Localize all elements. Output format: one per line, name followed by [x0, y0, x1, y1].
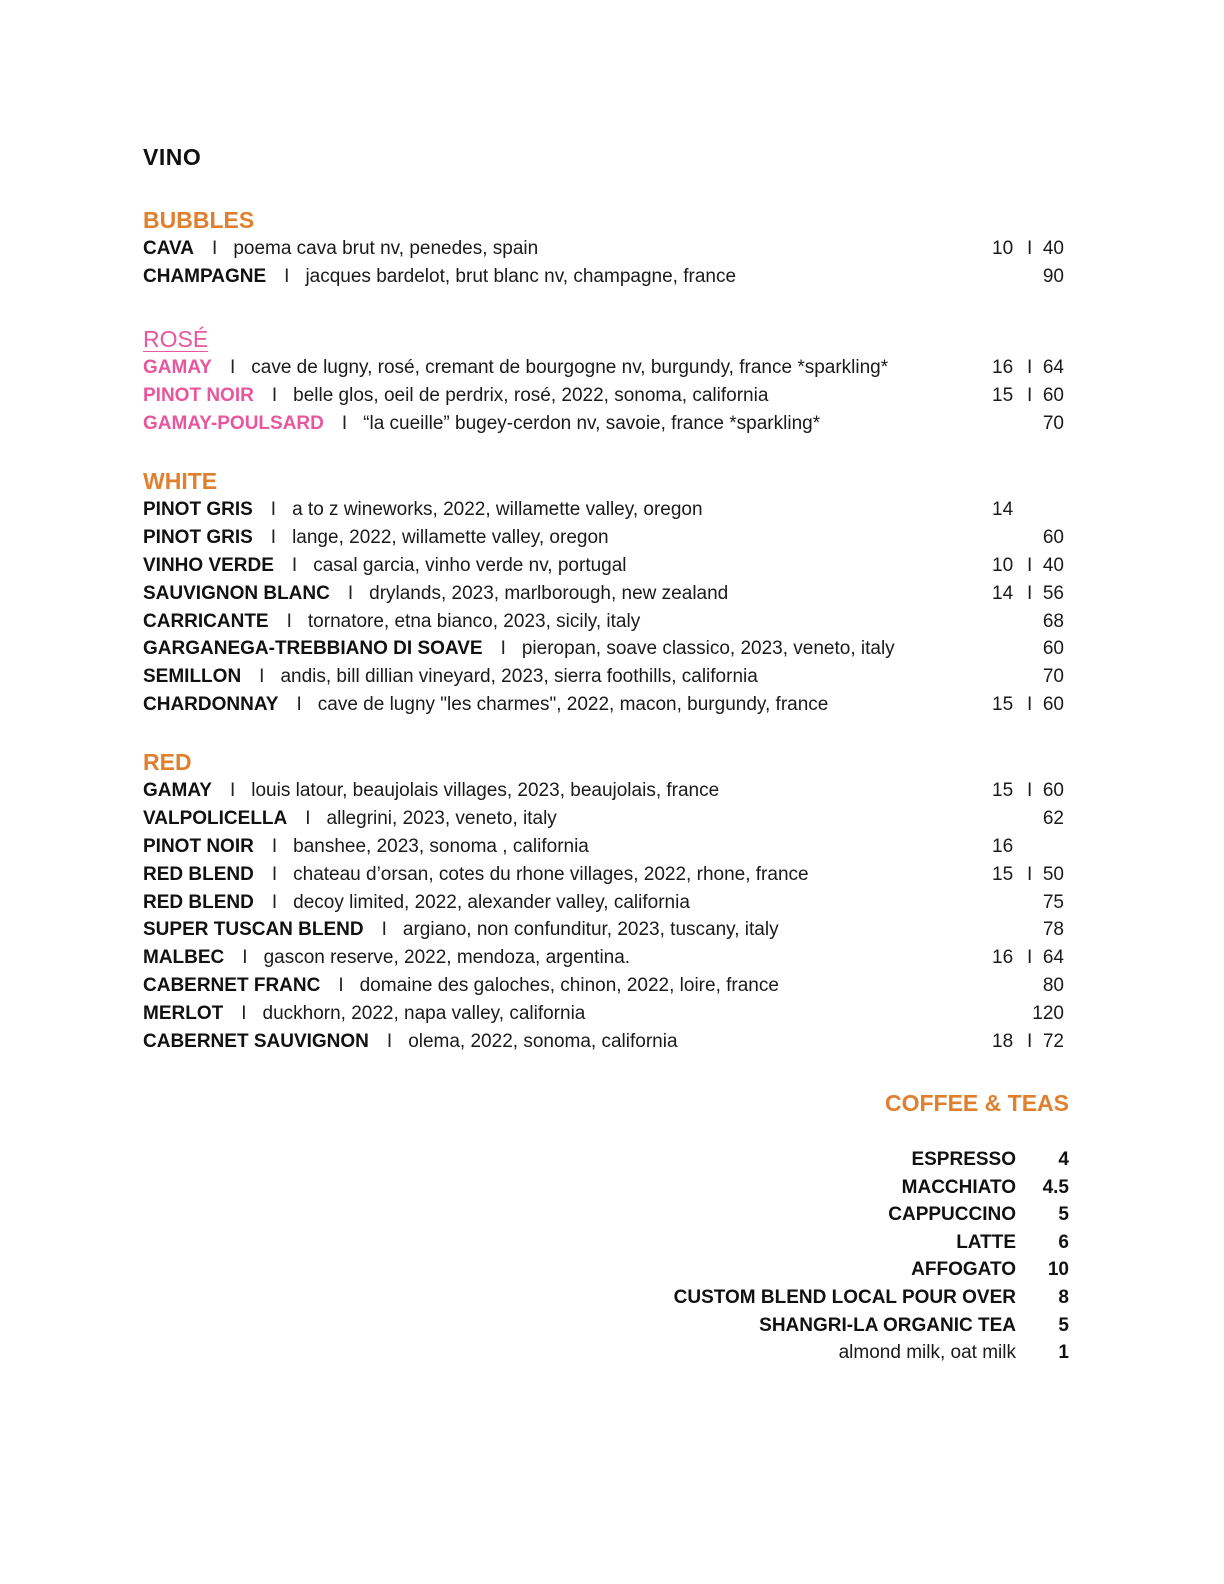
- coffee-price: 8: [1058, 1286, 1069, 1308]
- section-rose: [143, 324, 1069, 438]
- separator-bar: I: [212, 238, 218, 259]
- separator-bar: I: [291, 554, 298, 576]
- wine-description: belle glos, oeil de perdrix, rosé, 2022, sonoma, california: [293, 384, 769, 406]
- wine-row: [143, 691, 1069, 719]
- wine-description: gascon reserve, 2022, mendoza, argentina.: [263, 947, 631, 969]
- coffee-price: 5: [1058, 1314, 1069, 1336]
- price-bottle: 90: [1042, 265, 1064, 287]
- price-separator: I: [1027, 384, 1033, 406]
- separator-bar: I: [229, 780, 236, 801]
- price-bottle: 72: [1042, 1031, 1064, 1053]
- separator-bar: I: [381, 919, 387, 941]
- separator-bar: I: [271, 835, 278, 857]
- wine-row: [143, 889, 1069, 917]
- wine-row: [143, 805, 1069, 833]
- coffee-price: 4: [1058, 1149, 1069, 1170]
- price-bottle: 40: [1042, 554, 1064, 576]
- section-heading-red: RED: [143, 749, 192, 775]
- wine-row: [143, 777, 1069, 805]
- wine-name: MERLOT: [143, 1003, 224, 1025]
- section-heading-rose: ROSÉ: [143, 326, 209, 352]
- price-glass: 15: [992, 694, 1014, 716]
- price-glass: 15: [992, 863, 1014, 885]
- wine-row: [143, 916, 1069, 944]
- wine-name: PINOT NOIR: [143, 835, 254, 857]
- wine-row: [143, 263, 1069, 291]
- coffee-name: MACCHIATO: [901, 1176, 1016, 1198]
- separator-bar: I: [286, 610, 292, 632]
- separator-bar: I: [500, 638, 506, 660]
- wine-name: SUPER TUSCAN BLEND: [143, 919, 364, 941]
- wine-name: PINOT GRIS: [143, 526, 253, 548]
- wine-row: [143, 1028, 1069, 1056]
- wine-name: SAUVIGNON BLANC: [143, 582, 330, 604]
- wine-name: CHARDONNAY: [143, 694, 279, 716]
- wine-row: [143, 861, 1069, 889]
- price-glass: 10: [992, 554, 1014, 576]
- wine-description: argiano, non confunditur, 2023, tuscany, italy: [402, 919, 779, 941]
- wine-row: [143, 552, 1069, 580]
- separator-bar: I: [270, 499, 277, 520]
- coffee-row: [369, 1146, 1069, 1174]
- coffee-name: CUSTOM BLEND LOCAL POUR OVER: [673, 1286, 1016, 1308]
- page-title: VINO: [143, 144, 202, 170]
- price-bottle: 70: [1042, 412, 1064, 434]
- coffee-price: 6: [1058, 1231, 1069, 1253]
- wine-description: cave de lugny, rosé, cremant de bourgogne nv, burgundy, france *sparkling*: [251, 357, 889, 378]
- coffee-price: 1: [1058, 1342, 1069, 1364]
- coffee-name: SHANGRI-LA ORGANIC TEA: [759, 1314, 1016, 1336]
- wine-name: VALPOLICELLA: [143, 807, 288, 829]
- wine-list-red: [143, 777, 1069, 1056]
- wine-description: andis, bill dillian vineyard, 2023, sierra foothills, california: [280, 666, 758, 688]
- separator-bar: I: [305, 807, 311, 829]
- wine-description: decoy limited, 2022, alexander valley, california: [293, 891, 690, 913]
- separator-bar: I: [386, 1031, 393, 1053]
- separator-bar: I: [271, 891, 278, 913]
- coffee-name: LATTE: [956, 1231, 1016, 1253]
- coffee-row: [369, 1229, 1069, 1257]
- coffee-row: [369, 1339, 1069, 1367]
- separator-bar: I: [229, 357, 236, 378]
- wine-description: jacques bardelot, brut blanc nv, champagne, france: [305, 265, 737, 287]
- price-glass: 16: [992, 835, 1014, 857]
- wine-name: CARRICANTE: [143, 610, 269, 632]
- wine-row: [143, 972, 1069, 1000]
- price-glass: 15: [992, 384, 1014, 406]
- separator-bar: I: [242, 947, 248, 969]
- wine-name: GAMAY: [143, 357, 212, 378]
- wine-row: [143, 496, 1069, 524]
- wine-row: [143, 1000, 1069, 1028]
- section-heading-white: WHITE: [143, 468, 218, 494]
- section-bubbles: [143, 205, 1069, 291]
- price-bottle: 80: [1042, 975, 1064, 997]
- wine-name: RED BLEND: [143, 863, 254, 885]
- wine-name: GAMAY-POULSARD: [143, 412, 324, 434]
- section-red: [143, 747, 1069, 1056]
- price-glass: 10: [992, 238, 1014, 259]
- price-separator: I: [1027, 582, 1033, 604]
- wine-description: lange, 2022, willamette valley, oregon: [292, 526, 609, 548]
- price-separator: I: [1027, 863, 1033, 885]
- wine-list-white: [143, 496, 1069, 719]
- wine-description: a to z wineworks, 2022, willamette valley, oregon: [292, 499, 703, 520]
- price-bottle: 120: [1032, 1003, 1064, 1025]
- price-bottle: 50: [1042, 863, 1064, 885]
- price-separator: I: [1027, 238, 1033, 259]
- wine-list-rose: [143, 354, 1069, 438]
- wine-name: PINOT NOIR: [143, 384, 254, 406]
- wine-row: [143, 580, 1069, 608]
- wine-description: tornatore, etna bianco, 2023, sicily, italy: [307, 610, 641, 632]
- coffee-name: ESPRESSO: [911, 1149, 1016, 1170]
- price-bottle: 68: [1042, 610, 1064, 632]
- coffee-row: [369, 1312, 1069, 1340]
- wine-row: [143, 944, 1069, 972]
- wine-list-bubbles: [143, 235, 1069, 291]
- wine-description: poema cava brut nv, penedes, spain: [233, 238, 539, 259]
- wine-name: MALBEC: [143, 947, 225, 969]
- price-separator: I: [1027, 694, 1033, 716]
- wine-description: cave de lugny "les charmes", 2022, macon, burgundy, france: [317, 694, 829, 716]
- price-bottle: 62: [1042, 807, 1064, 829]
- separator-bar: I: [341, 412, 348, 434]
- wine-row: [143, 235, 1069, 263]
- coffee-row: [369, 1284, 1069, 1312]
- wine-description: “la cueille” bugey-cerdon nv, savoie, france *sparkling*: [363, 412, 821, 434]
- wine-name: CABERNET FRANC: [143, 975, 321, 997]
- wine-name: PINOT GRIS: [143, 499, 253, 520]
- wine-description: pieropan, soave classico, 2023, veneto, italy: [521, 638, 895, 660]
- section-heading-coffee: COFFEE & TEAS: [884, 1090, 1069, 1116]
- separator-bar: I: [270, 526, 277, 548]
- wine-description: duckhorn, 2022, napa valley, california: [262, 1003, 586, 1025]
- price-separator: I: [1027, 554, 1033, 576]
- wine-row: [143, 524, 1069, 552]
- wine-name: RED BLEND: [143, 891, 254, 913]
- coffee-row: [369, 1174, 1069, 1202]
- price-bottle: 75: [1042, 891, 1064, 913]
- price-separator: I: [1027, 1031, 1033, 1053]
- wine-row: [143, 663, 1069, 691]
- price-glass: 16: [992, 947, 1014, 969]
- price-separator: I: [1027, 357, 1033, 378]
- price-separator: I: [1027, 947, 1033, 969]
- wine-name: CHAMPAGNE: [143, 265, 267, 287]
- separator-bar: I: [271, 384, 278, 406]
- coffee-row: [369, 1256, 1069, 1284]
- separator-bar: I: [259, 666, 265, 688]
- price-glass: 14: [992, 499, 1014, 520]
- coffee-row: [369, 1201, 1069, 1229]
- separator-bar: I: [271, 863, 278, 885]
- price-bottle: 64: [1042, 357, 1064, 378]
- wine-name: SEMILLON: [143, 666, 242, 688]
- wine-name: VINHO VERDE: [143, 554, 274, 576]
- price-bottle: 70: [1042, 666, 1064, 688]
- wine-row: [143, 354, 1069, 382]
- wine-name: GAMAY: [143, 780, 212, 801]
- wine-name: CAVA: [143, 238, 195, 259]
- separator-bar: I: [296, 694, 302, 716]
- coffee-name: AFFOGATO: [911, 1259, 1016, 1281]
- price-bottle: 60: [1042, 526, 1064, 548]
- wine-description: domaine des galoches, chinon, 2022, loire, france: [359, 975, 779, 997]
- wine-row: [143, 608, 1069, 636]
- separator-bar: I: [241, 1003, 247, 1025]
- wine-description: chateau d’orsan, cotes du rhone villages, 2022, rhone, france: [293, 863, 809, 885]
- price-glass: 15: [992, 780, 1014, 801]
- price-bottle: 64: [1042, 947, 1064, 969]
- price-bottle: 56: [1042, 582, 1064, 604]
- coffee-price: 5: [1058, 1204, 1069, 1226]
- section-heading-bubbles: BUBBLES: [143, 207, 255, 233]
- menu-page: [143, 0, 1069, 1584]
- wine-row: [143, 410, 1069, 438]
- coffee-price: 10: [1047, 1259, 1069, 1281]
- separator-bar: I: [347, 582, 354, 604]
- wine-row: [143, 382, 1069, 410]
- coffee-price: 4.5: [1042, 1176, 1069, 1198]
- separator-bar: I: [284, 265, 290, 287]
- wine-description: casal garcia, vinho verde nv, portugal: [313, 554, 627, 576]
- coffee-name: CAPPUCCINO: [888, 1204, 1016, 1226]
- wine-description: allegrini, 2023, veneto, italy: [326, 807, 557, 829]
- wine-row: [143, 833, 1069, 861]
- wine-description: louis latour, beaujolais villages, 2023, beaujolais, france: [251, 780, 720, 801]
- wine-description: banshee, 2023, sonoma , california: [293, 835, 589, 857]
- wine-description: olema, 2022, sonoma, california: [408, 1031, 678, 1053]
- price-bottle: 40: [1042, 238, 1064, 259]
- price-bottle: 60: [1042, 384, 1064, 406]
- coffee-list: [369, 1146, 1069, 1367]
- price-separator: I: [1027, 780, 1033, 801]
- price-bottle: 60: [1042, 694, 1064, 716]
- price-bottle: 60: [1042, 780, 1064, 801]
- separator-bar: I: [338, 975, 344, 997]
- wine-description: drylands, 2023, marlborough, new zealand: [369, 582, 729, 604]
- price-bottle: 60: [1042, 638, 1064, 660]
- price-glass: 14: [992, 582, 1014, 604]
- wine-name: CABERNET SAUVIGNON: [143, 1031, 369, 1053]
- price-glass: 16: [992, 357, 1014, 378]
- price-bottle: 78: [1042, 919, 1064, 941]
- coffee-name: almond milk, oat milk: [838, 1342, 1016, 1364]
- wine-row: [143, 635, 1069, 663]
- price-glass: 18: [992, 1031, 1014, 1053]
- wine-name: GARGANEGA-TREBBIANO DI SOAVE: [143, 638, 483, 660]
- section-white: [143, 466, 1069, 719]
